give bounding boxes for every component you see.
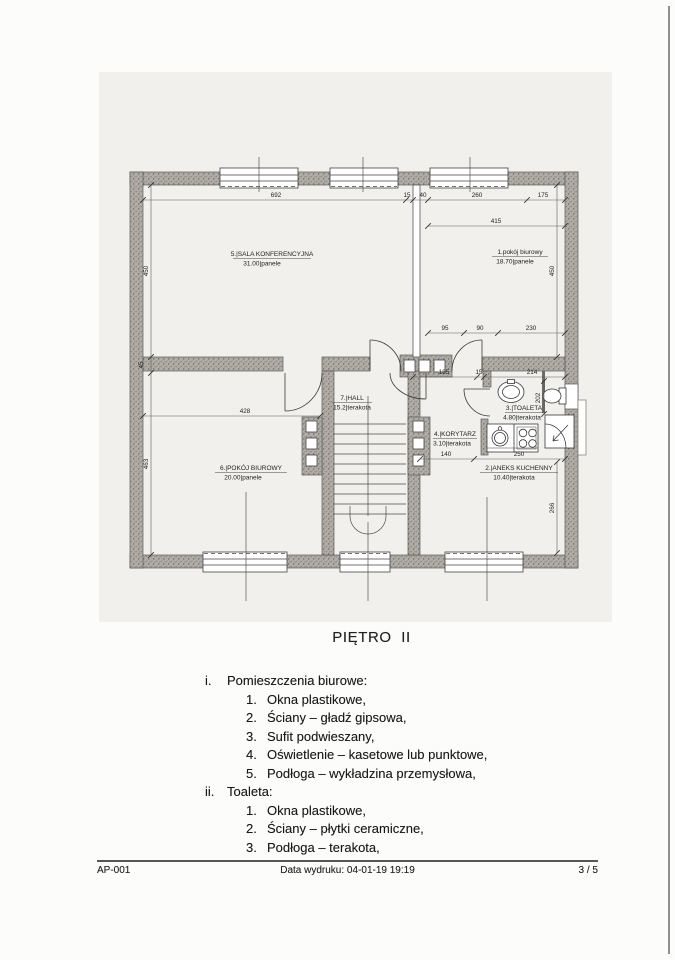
item-number: 3. (246, 839, 257, 855)
dim-label: 45 (138, 361, 145, 369)
svg-text:5.|SALA KONFERENCYJNA: 5.|SALA KONFERENCYJNA (230, 251, 314, 258)
svg-text:18.70|panele: 18.70|panele (496, 258, 534, 266)
axis-lines (246, 157, 487, 601)
dim-label: 450 (549, 265, 556, 277)
item-number: 1. (246, 802, 257, 818)
item-text: Oświetlenie – kasetowe lub punktowe, (267, 747, 488, 763)
list-item (246, 840, 535, 858)
item-number: 3. (246, 728, 257, 744)
footer-page-number: 3 / 5 (578, 865, 598, 876)
shower-icon (545, 415, 574, 448)
item-text: Ściany – płytki ceramiczne, (267, 821, 424, 837)
dim-label: 140 (440, 451, 452, 458)
door-room6 (285, 373, 322, 411)
door-pokoj1 (452, 340, 482, 371)
room-label-pokoj-biurowy-6 (215, 463, 287, 482)
dim-label: 175 (537, 192, 549, 199)
window-bottom-2 (340, 552, 390, 572)
list-item (246, 766, 535, 784)
item-text: Okna plastikowe, (267, 692, 366, 707)
item-text: Podłoga – wykładzina przemysłowa, (267, 765, 476, 781)
dim-label: 230 (525, 325, 537, 332)
spec-section-toilet (205, 784, 535, 858)
svg-text:3.10|terakota: 3.10|terakota (433, 440, 471, 448)
partition-top-rooms (413, 185, 420, 357)
section-numeral: ii. (205, 783, 215, 799)
footer-doc-id: AP-001 (97, 865, 131, 876)
room-label-sala-konferencyjna (231, 251, 314, 268)
scan-artifact-line (668, 6, 670, 954)
item-text: Sufit podwieszany, (267, 728, 375, 744)
dim-label: 185 (438, 369, 450, 376)
dim-label: 692 (270, 192, 282, 199)
page-title: PIĘTRO II (332, 629, 411, 646)
window-bottom-3 (445, 552, 523, 572)
room-label-pokoj-biurowy-1 (492, 249, 548, 266)
svg-text:10.40|terakota: 10.40|terakota (493, 474, 535, 482)
item-text: Ściany – gładź gipsowa, (267, 710, 407, 726)
footer-print-date: Data wydruku: 04-01-19 19:19 (280, 865, 415, 876)
dim-label: 15 (403, 192, 411, 199)
room-label-hall (332, 395, 372, 412)
svg-text:4.|KORYTARZ: 4.|KORYTARZ (434, 431, 476, 438)
door-toilet (464, 389, 490, 416)
wc-icon (543, 388, 566, 404)
door-sala (370, 340, 401, 371)
dim-label: 463 (143, 458, 150, 470)
item-text: Podłoga – terakota, (267, 839, 380, 855)
dim-label: 250 (513, 451, 525, 458)
window-top-3 (430, 168, 508, 188)
svg-text:4.80|terakota: 4.80|terakota (503, 414, 541, 422)
svg-text:7.|HALL: 7.|HALL (340, 395, 364, 402)
item-number: 5. (246, 765, 257, 781)
list-item (246, 710, 535, 728)
dim-label: 415 (490, 218, 502, 225)
wall-outer-right (565, 172, 578, 568)
room-label-korytarz (433, 431, 477, 448)
svg-text:15.2|terakota: 15.2|terakota (333, 404, 371, 412)
dim-label: 428 (239, 408, 251, 415)
svg-text:1.pokój biurowy: 1.pokój biurowy (497, 249, 543, 256)
list-item (246, 821, 535, 839)
window-bottom-1 (203, 552, 287, 572)
toilet-sink-icon (498, 380, 524, 403)
doors (285, 340, 490, 416)
section-numeral: i. (205, 673, 212, 688)
specifications-list (205, 673, 535, 858)
external-shaft (578, 400, 586, 455)
walls (130, 172, 578, 568)
svg-text:3.|TOALETA: 3.|TOALETA (505, 405, 543, 412)
room-label-aneks-kuchenny (480, 465, 558, 482)
svg-text:31.00|panele: 31.00|panele (243, 260, 281, 268)
page-footer (97, 860, 598, 876)
item-number: 4. (246, 747, 257, 763)
dim-label: 202 (535, 392, 542, 404)
kitchenette-icon (487, 424, 538, 452)
dim-label: 40 (419, 192, 427, 199)
dim-label: 15 (475, 369, 483, 376)
item-number: 2. (246, 710, 257, 726)
svg-text:2.|ANEKS KUCHENNY: 2.|ANEKS KUCHENNY (485, 465, 553, 472)
dim-label: 90 (476, 325, 484, 332)
dim-label: 450 (143, 265, 150, 277)
wall-outer-left (130, 172, 143, 568)
spec-section-offices (205, 673, 535, 784)
wall-stair-left (322, 371, 334, 555)
item-number: 1. (246, 692, 257, 707)
dim-label: 266 (549, 502, 556, 514)
staircase (334, 396, 406, 534)
window-top-2 (330, 168, 398, 188)
wall-middle-b (322, 357, 370, 371)
dim-label: 95 (441, 325, 449, 332)
dim-label: 260 (471, 192, 483, 199)
room-label-toaleta (503, 405, 543, 422)
list-item (246, 729, 535, 747)
svg-text:20.00|panele: 20.00|panele (224, 474, 262, 482)
wall-middle-a (143, 357, 283, 371)
list-item (246, 692, 535, 710)
list-item (246, 803, 535, 821)
wall-middle-c (482, 357, 565, 371)
section-heading: Pomieszczenia biurowe: (227, 673, 368, 688)
svg-text:6.|POKÓJ BIUROWY: 6.|POKÓJ BIUROWY (219, 465, 283, 472)
item-text: Okna plastikowe, (267, 802, 366, 818)
wall-niche (565, 384, 578, 409)
wall-toilet-stub (483, 371, 491, 387)
section-heading: Toaleta: (227, 783, 273, 799)
item-number: 2. (246, 821, 257, 837)
dim-label: 214 (526, 369, 538, 376)
list-item (246, 747, 535, 765)
